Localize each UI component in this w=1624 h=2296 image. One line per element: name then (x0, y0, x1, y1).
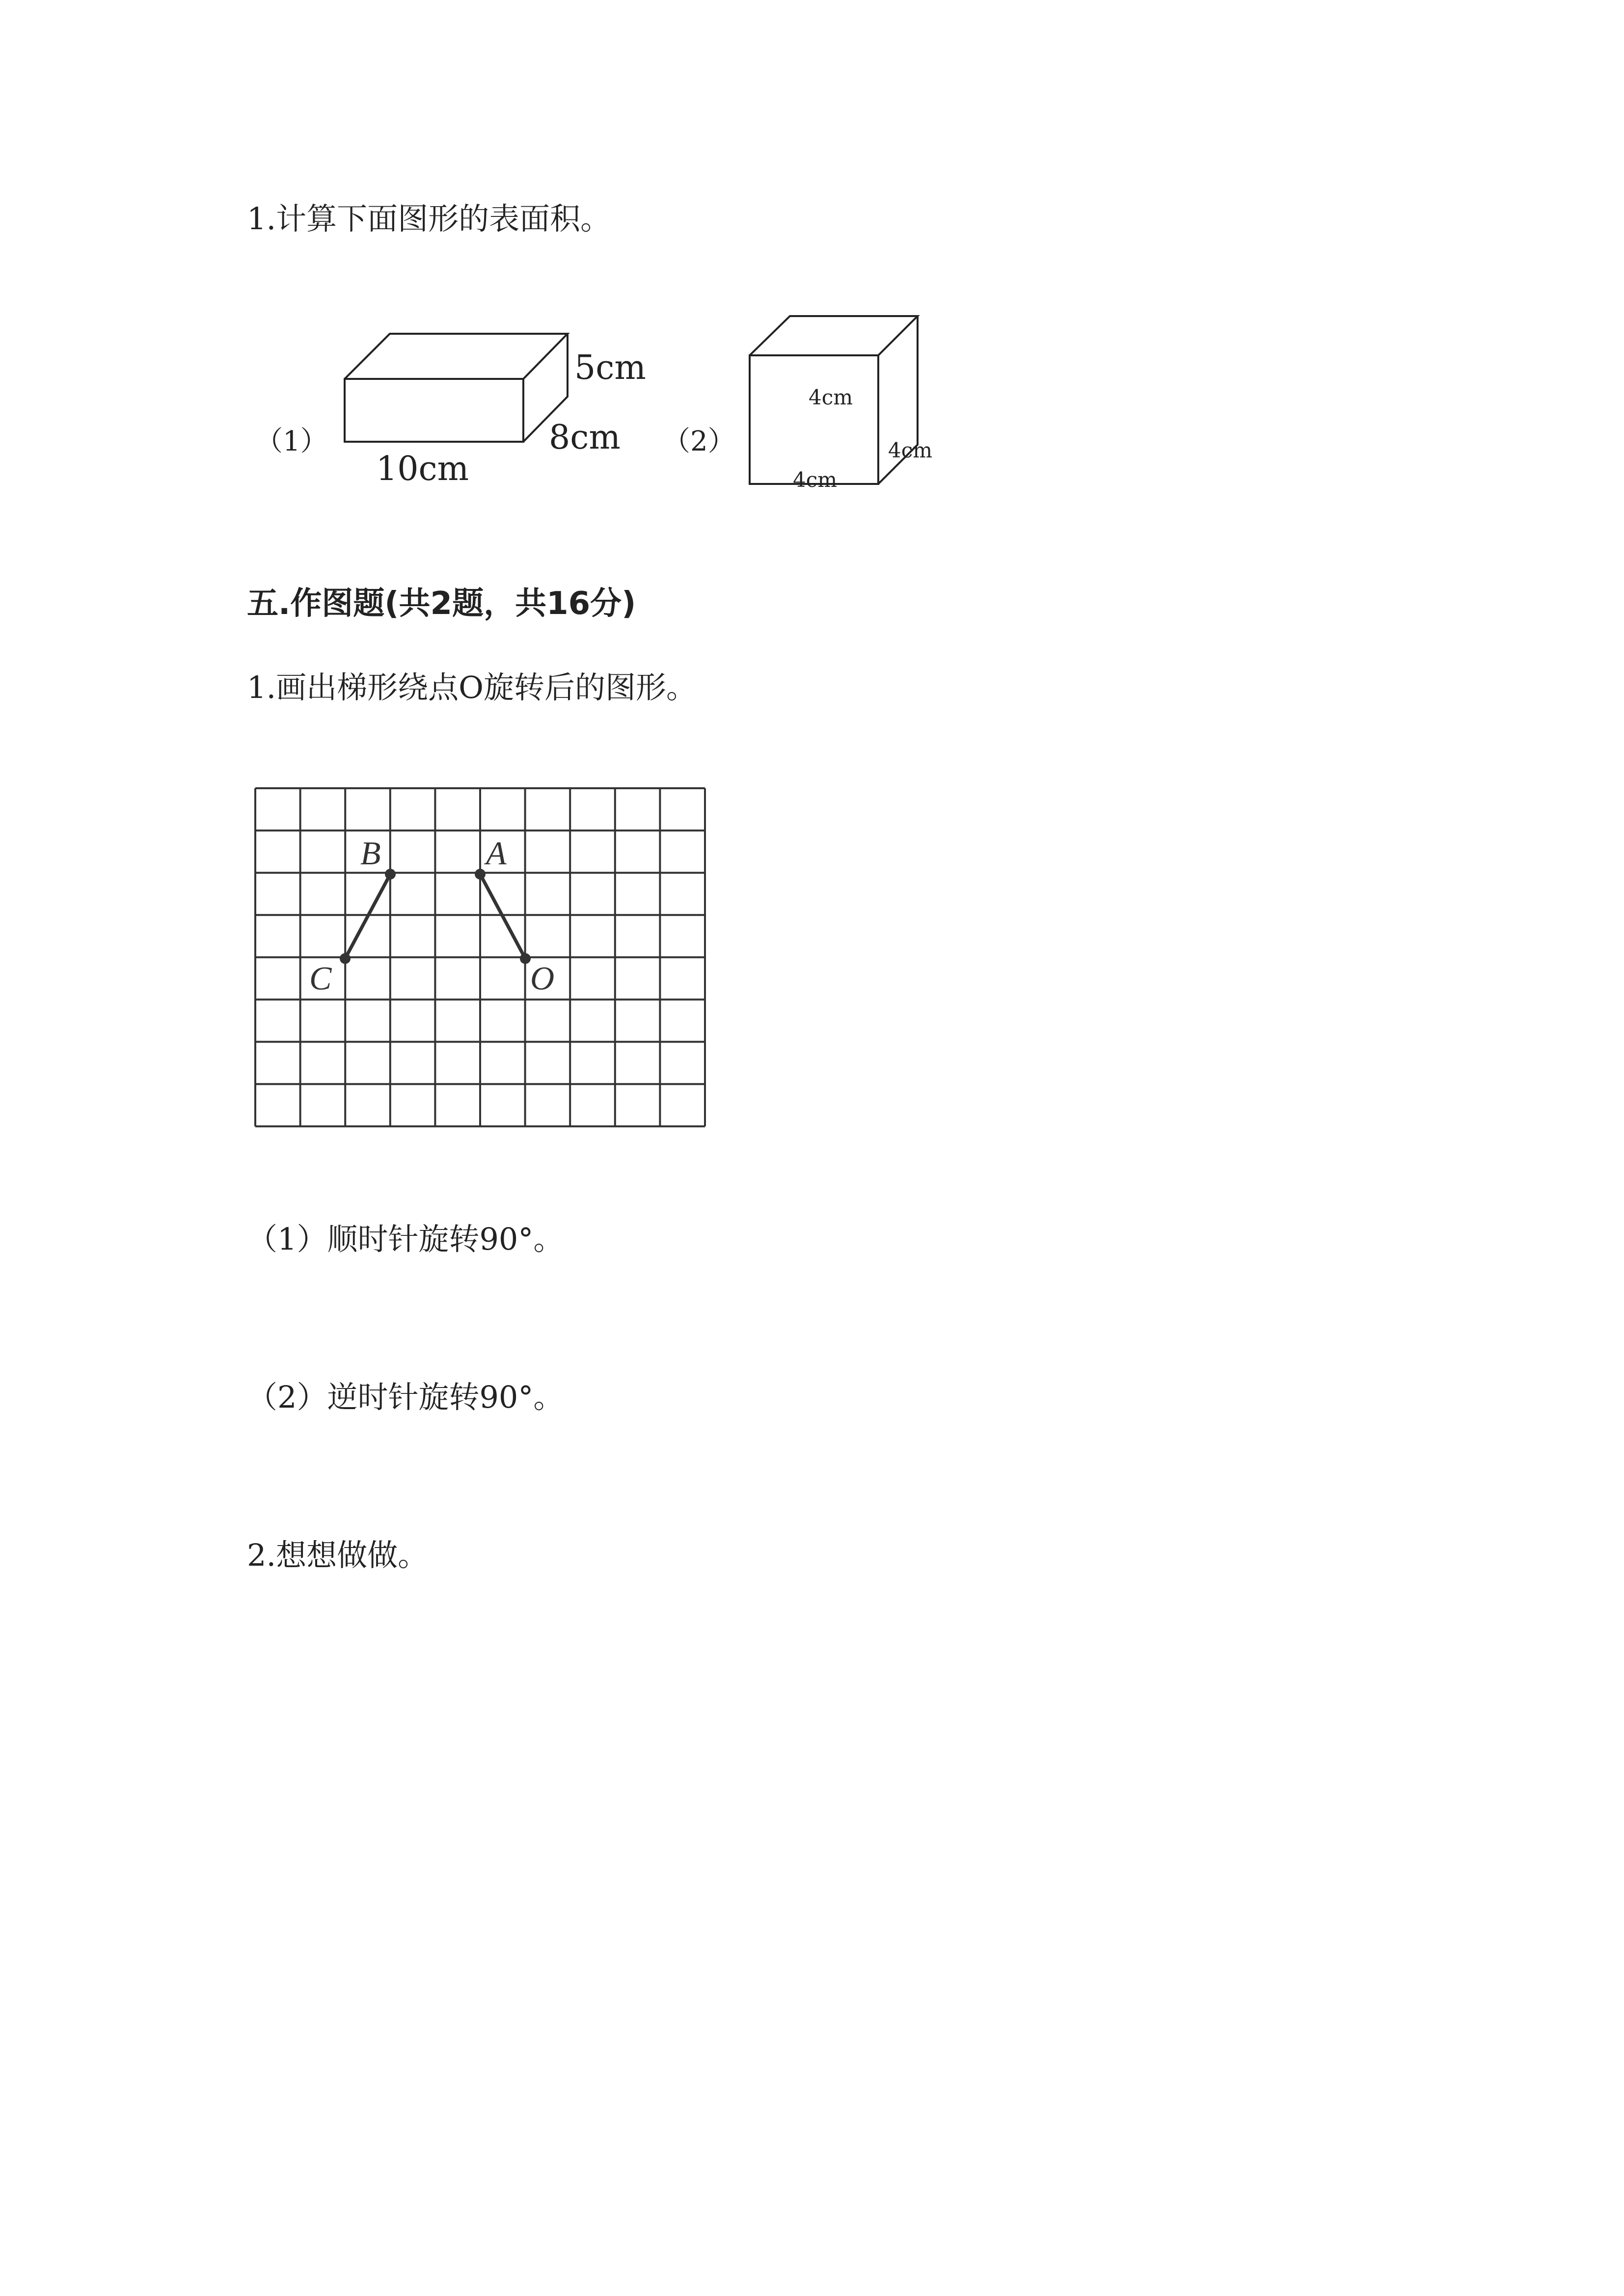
cuboid-width-label: 8cm (549, 418, 621, 457)
sub-question-2: （2）逆时针旋转90°。 (247, 1379, 564, 1415)
cube-figure (744, 309, 950, 501)
point-b-dot (385, 869, 396, 880)
cuboid-length-label: 10cm (376, 450, 469, 488)
cube-depth-label: 4cm (888, 438, 933, 462)
cuboid-front-face (345, 379, 523, 442)
trapezoid-edge-bc (345, 874, 390, 959)
point-c-dot (340, 953, 351, 964)
point-o-label: O (530, 960, 555, 997)
figure-1-label: （1） (255, 426, 328, 457)
figure-2-label: （2） (663, 426, 735, 457)
cube-top-face (750, 316, 918, 355)
cuboid-height-label: 5cm (574, 348, 646, 387)
point-a-label: A (486, 834, 507, 872)
trapezoid-edge-ao (480, 874, 525, 959)
section-five-heading: 五.作图题(共2题，共16分) (247, 586, 636, 622)
point-a-dot (475, 869, 486, 880)
point-c-label: C (309, 960, 332, 997)
cube-bottom-label: 4cm (793, 468, 838, 492)
point-b-label: B (360, 834, 381, 872)
cube-front-face (750, 355, 878, 484)
cuboid-top-face (345, 334, 568, 379)
question-1-prompt: 1.计算下面图形的表面积。 (247, 201, 611, 237)
think-and-do-prompt: 2.想想做做。 (247, 1537, 429, 1573)
point-o-dot (520, 953, 531, 964)
rotation-question-prompt: 1.画出梯形绕点O旋转后的图形。 (247, 669, 697, 705)
rotation-grid (255, 788, 708, 1126)
sub-question-1: （1）顺时针旋转90°。 (247, 1221, 564, 1257)
cuboid-figure (334, 324, 658, 496)
cube-face-label: 4cm (809, 385, 853, 409)
